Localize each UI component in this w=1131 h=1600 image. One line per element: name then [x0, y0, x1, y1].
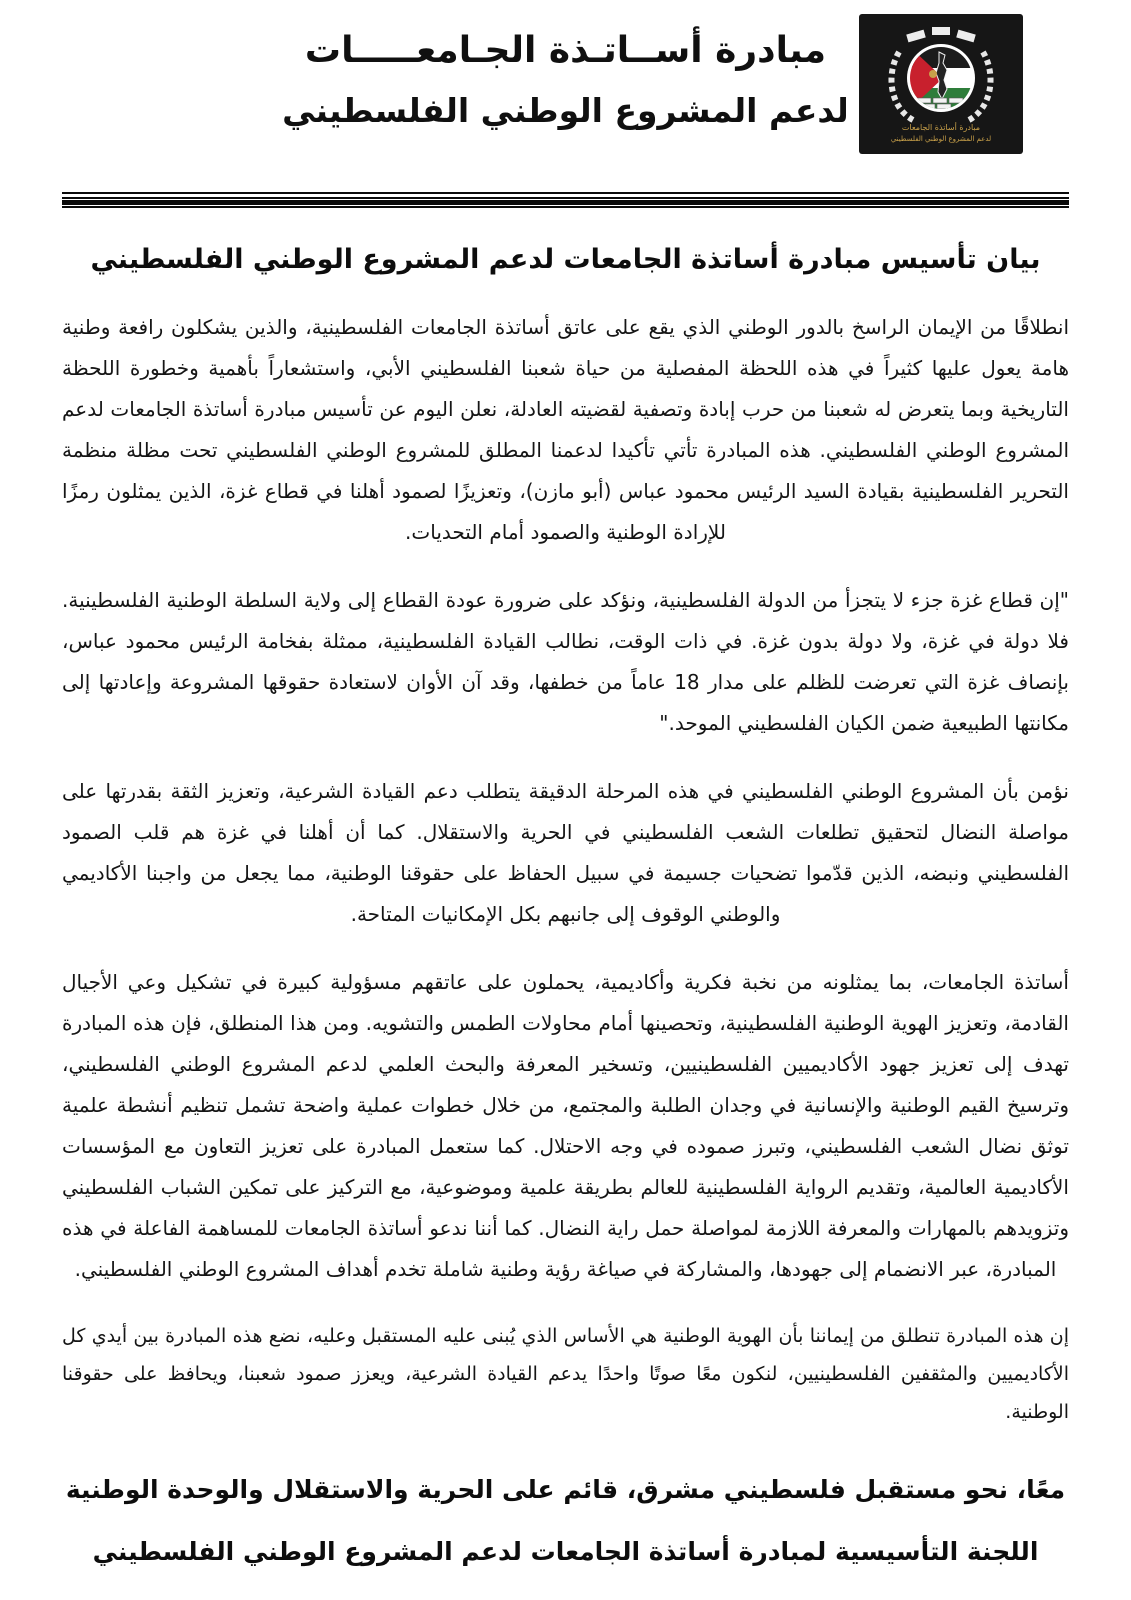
letterhead: [62, 12, 1069, 166]
org-title-line2: لدعم المشروع الوطني الفلسطيني: [282, 91, 849, 130]
closing-signature: اللجنة التأسيسية لمبادرة أساتذة الجامعات لدعم المشروع الوطني الفلسطيني: [92, 1537, 1039, 1566]
divider-thick-rule: [62, 197, 1069, 208]
paragraph-gaza-quote: "إن قطاع غزة جزء لا يتجزأ من الدولة الفلسطينية، ونؤكد على ضرورة عودة القطاع إلى ولاية السلطة الوطنية الفلسطينية. فلا دولة في غزة، ولا دولة بدون غزة. في ذات الوقت، نطالب القيادة الفلسطينية، ممثلة بفخامة الرئيس محمود عباس، بإنصاف غزة التي تعرضت للظلم على مدار 18 عاماً من خطفها، وقد آن الأوان لاستعادة حقوقها المشروعة وإعادتها إلى مكانتها الطبيعية ضمن الكيان الفلسطيني الموحد.": [62, 588, 1069, 735]
gold-accent-icon: [929, 70, 937, 78]
header-divider: [62, 192, 1069, 208]
paragraph-intro: انطلاقًا من الإيمان الراسخ بالدور الوطني الذي يقع على عاتق أساتذة الجامعات الفلسطينية، والذين يشكلون رافعة وطنية هامة يعول عليها كثيراً في هذه اللحظة المفصلية من حياة شعبنا الفلسطيني الأبي، واستشعاراً بأهمية وخطورة اللحظة التاريخية وبما يتعرض له شعبنا من حرب إبادة وتصفية لقضيته العادلة، نعلن اليوم عن تأسيس مبادرة أساتذة الجامعات لدعم المشروع الوطني الفلسطيني. هذه المبادرة تأتي تأكيدا لدعمنا المطلق للمشروع الوطني الفلسطيني تحت مظلة منظمة التحرير الفلسطينية بقيادة السيد الرئيس محمود عباس (أبو مازن)، وتعزيزًا لصمود أهلنا في قطاع غزة، الذين يمثلون رمزًا للإرادة الوطنية والصمود أمام التحديات.: [62, 315, 1069, 544]
statement-title: بيان تأسيس مبادرة أساتذة الجامعات لدعم المشروع الوطني الفلسطيني: [90, 244, 1041, 275]
divider-thin-rule: [62, 192, 1069, 194]
paragraph-identity: إن هذه المبادرة تنطلق من إيماننا بأن الهوية الوطنية هي الأساس الذي يُبنى عليه المستقبل وعليه، نضع هذه المبادرة بين أيدي كل الأكاديميين والمثقفين الفلسطينيين، لنكون معًا صوتًا واحدًا يدعم القيادة الشرعية، ويعزز صمود شعبنا، ويحافظ على حقوقنا الوطنية.: [62, 1325, 1069, 1423]
paragraph-goals: أساتذة الجامعات، بما يمثلونه من نخبة فكرية وأكاديمية، يحملون على عاتقهم مسؤولية كبيرة في تشكيل وعي الأجيال القادمة، وتعزيز الهوية الوطنية الفلسطينية، وتحصينها أمام محاولات الطمس والتشويه. ومن هذا المنطلق، فإن هذه المبادرة تهدف إلى تعزيز جهود الأكاديميين الفلسطينيين، وتسخير المعرفة والبحث العلمي لدعم المشروع الوطني الفلسطيني، وترسيخ القيم الوطنية والإنسانية في وجدان الطلبة والمجتمع، من خلال خطوات عملية واضحة تشمل تنظيم أنشطة علمية توثق نضال الشعب الفلسطيني، وتبرز صموده في وجه الاحتلال. كما ستعمل المبادرة على تعزيز التعاون مع المؤسسات الأكاديمية العالمية، وتقديم الرواية الفلسطينية للعالم بطريقة علمية وموضوعية، مع التركيز على تمكين الشباب الفلسطيني وتزويدهم بالمهارات والمعرفة اللازمة لمواصلة حمل راية النضال. كما أننا ندعو أساتذة الجامعات للمساهمة الفاعلة في هذه المبادرة، عبر الانضمام إلى جهودها، والمشاركة في صياغة رؤية وطنية شاملة تخدم أهداف المشروع الوطني الفلسطيني.: [62, 970, 1069, 1281]
closing-block: [62, 1459, 1069, 1583]
logo-caption-line1: مبادرة أساتذة الجامعات: [901, 123, 981, 132]
logo-caption-line2: لدعم المشروع الوطني الفلسطيني: [890, 135, 992, 143]
closing-slogan: معًا، نحو مستقبل فلسطيني مشرق، قائم على الحرية والاستقلال والوحدة الوطنية: [65, 1475, 1066, 1504]
paragraph-support-leadership: نؤمن بأن المشروع الوطني الفلسطيني في هذه المرحلة الدقيقة يتطلب دعم القيادة الشرعية، وتعزيز الثقة بقدرتها على مواصلة النضال لتحقيق تطلعات الشعب الفلسطيني في الحرية والاستقلال. كما أن أهلنا في غزة هم قلب الصمود الفلسطيني ونبضه، الذين قدّموا تضحيات جسيمة في سبيل الحفاظ على حقوقنا الوطنية، مما يجعل من واجبنا الأكاديمي والوطني الوقوف إلى جانبهم بكل الإمكانيات المتاحة.: [62, 779, 1069, 926]
org-title-line1: مبادرة أســاتـذة الجـامعـــــات: [304, 30, 827, 71]
org-logo-emblem-icon: [859, 14, 1023, 154]
org-logo: [859, 14, 1023, 154]
palestine-flag-icon: [910, 47, 972, 109]
statement-body: [62, 244, 1069, 1583]
